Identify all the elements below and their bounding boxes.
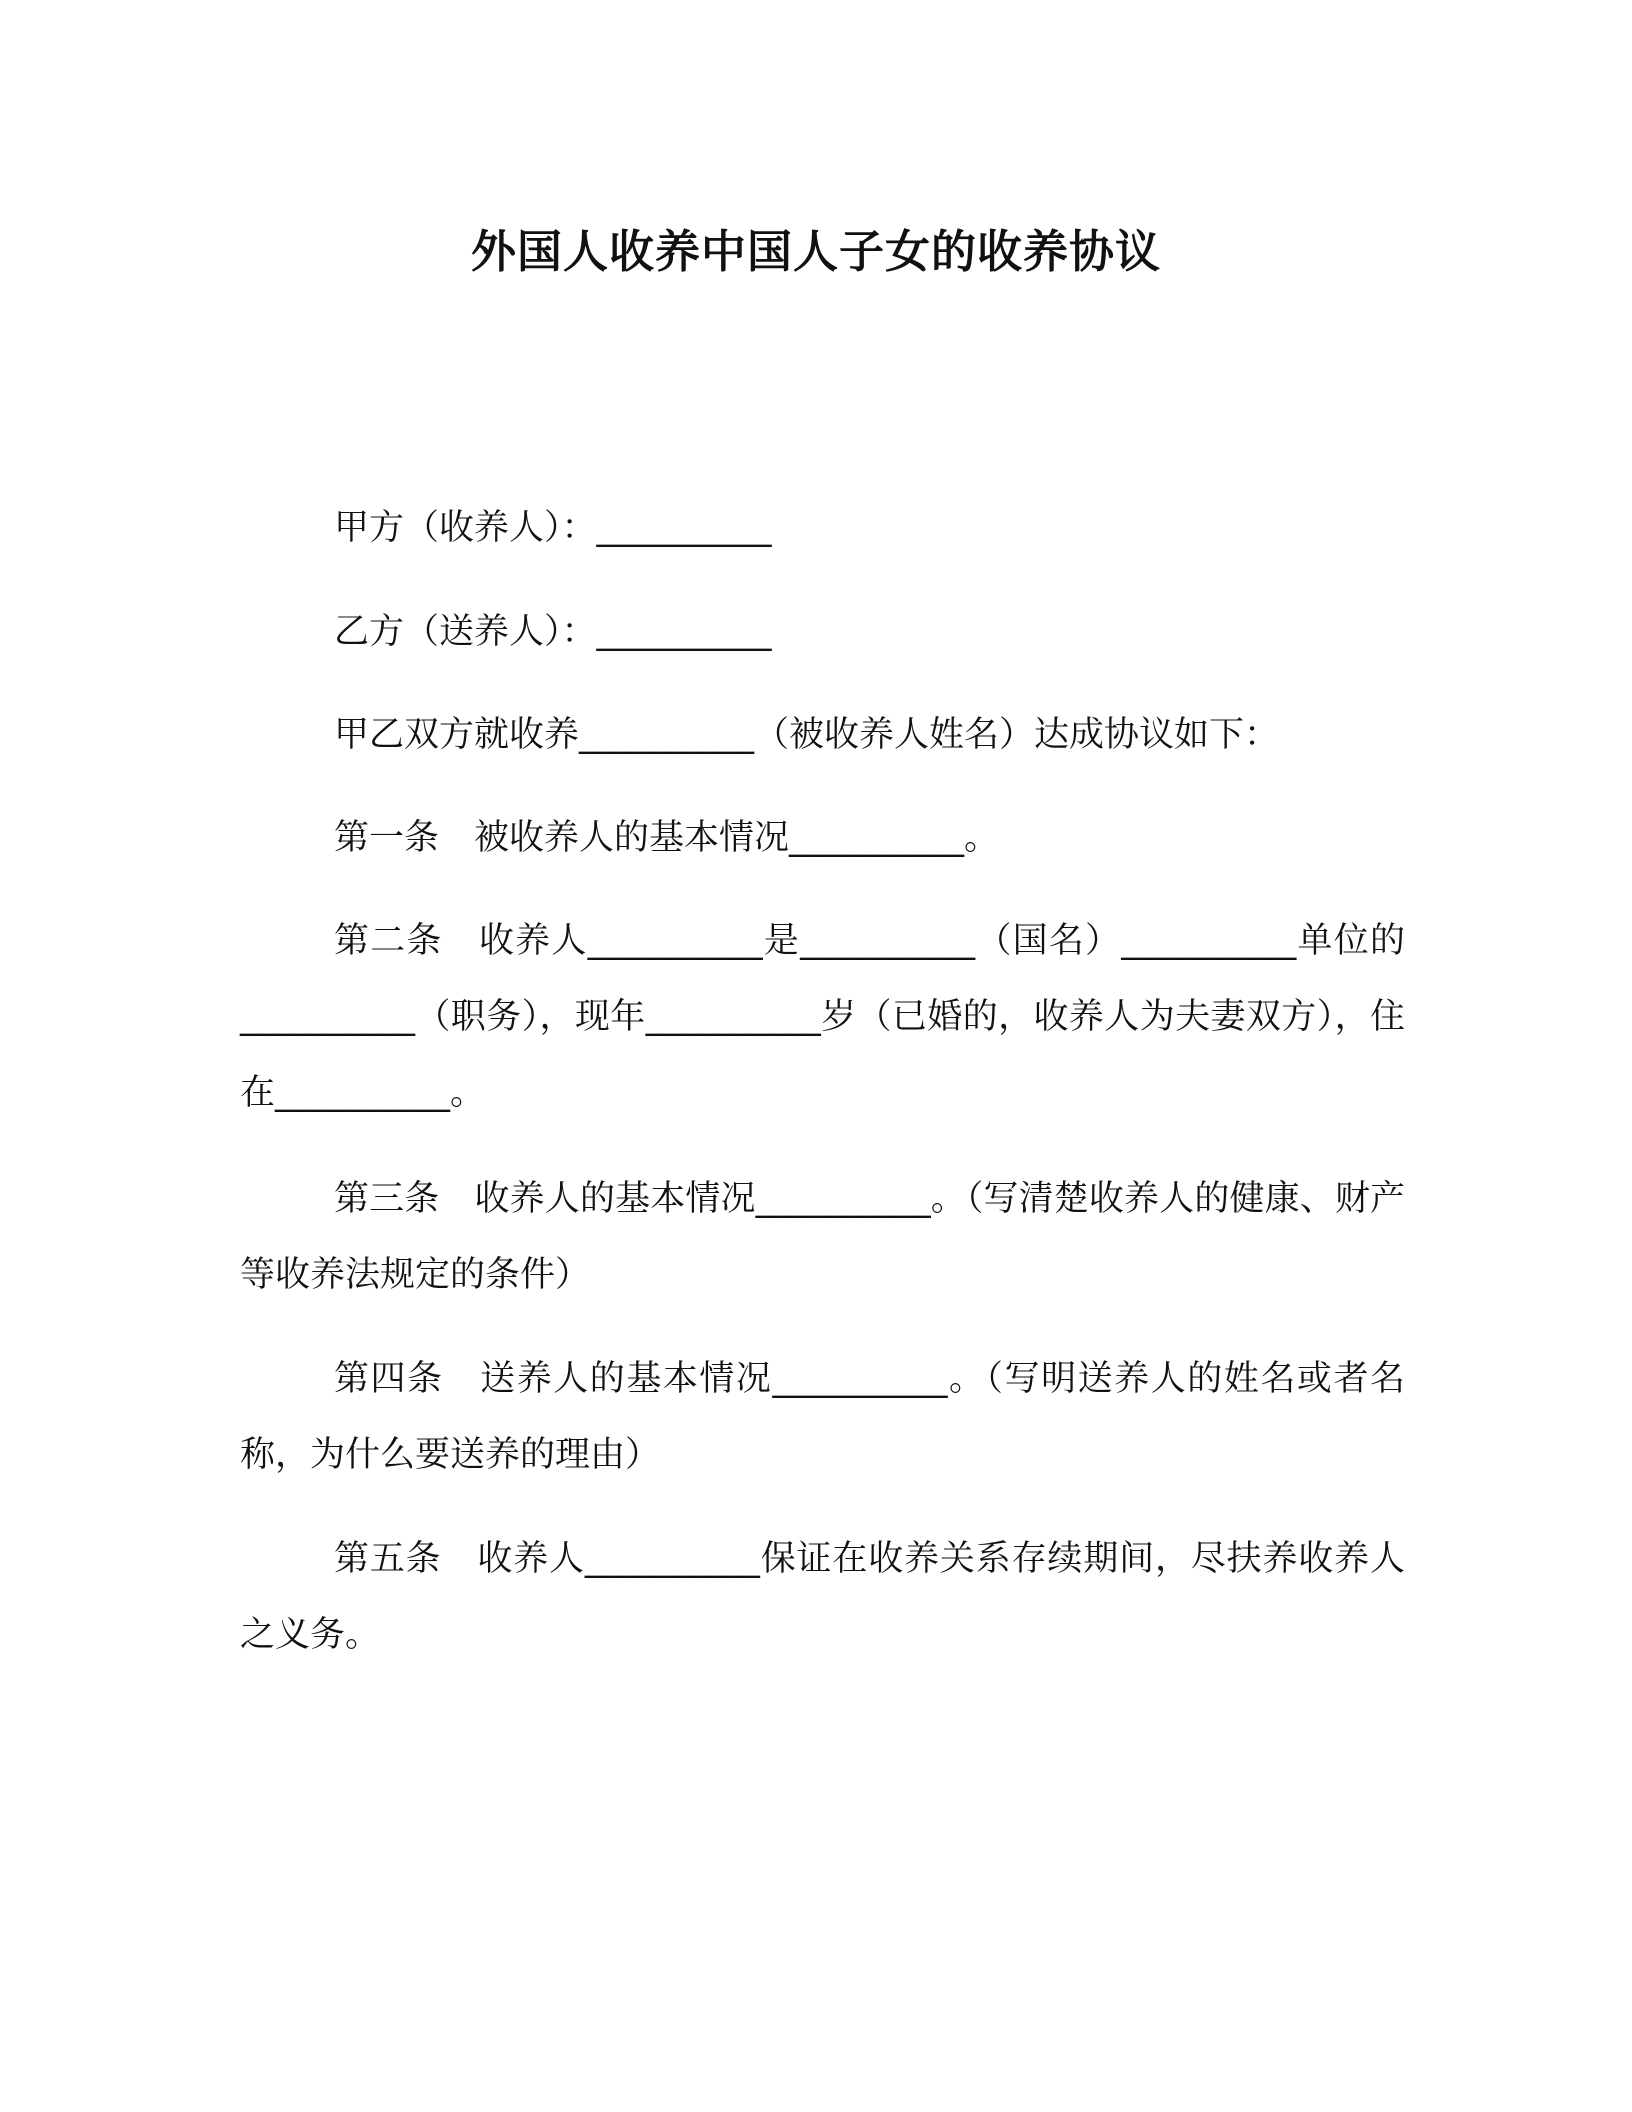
paragraph: 甲方（收养人）：__________	[334, 508, 772, 548]
party-a-line	[240, 490, 1405, 594]
party-b-line	[240, 594, 1405, 698]
article-4	[240, 1341, 1405, 1521]
article-3	[240, 1161, 1405, 1341]
article-2	[240, 903, 1405, 1159]
article-5	[240, 1521, 1405, 1701]
paragraph: 第二条 收养人__________是__________（国名）__________单位的__________（职务），现年__________岁（已婚的，收养人为夫妻双方），住在__________。	[240, 921, 1405, 1113]
agreement-intro	[240, 697, 1405, 801]
paragraph: 第一条 被收养人的基本情况__________。	[334, 818, 1000, 858]
paragraph: 第四条 送养人的基本情况__________。（写明送养人的姓名或者名称，为什么要送养的理由）	[240, 1359, 1405, 1475]
paragraph: 乙方（送养人）：__________	[334, 612, 772, 652]
article-1	[240, 800, 1405, 904]
document-title: 外国人收养中国人子女的收养协议	[470, 225, 1161, 278]
paragraph: 第三条 收养人的基本情况__________。（写清楚收养人的健康、财产等收养法规定的条件）	[240, 1179, 1405, 1295]
paragraph: 第五条 收养人__________保证在收养关系存续期间，尽扶养收养人之义务。	[240, 1539, 1405, 1655]
paragraph: 甲乙双方就收养__________（被收养人姓名）达成协议如下：	[334, 715, 1280, 755]
